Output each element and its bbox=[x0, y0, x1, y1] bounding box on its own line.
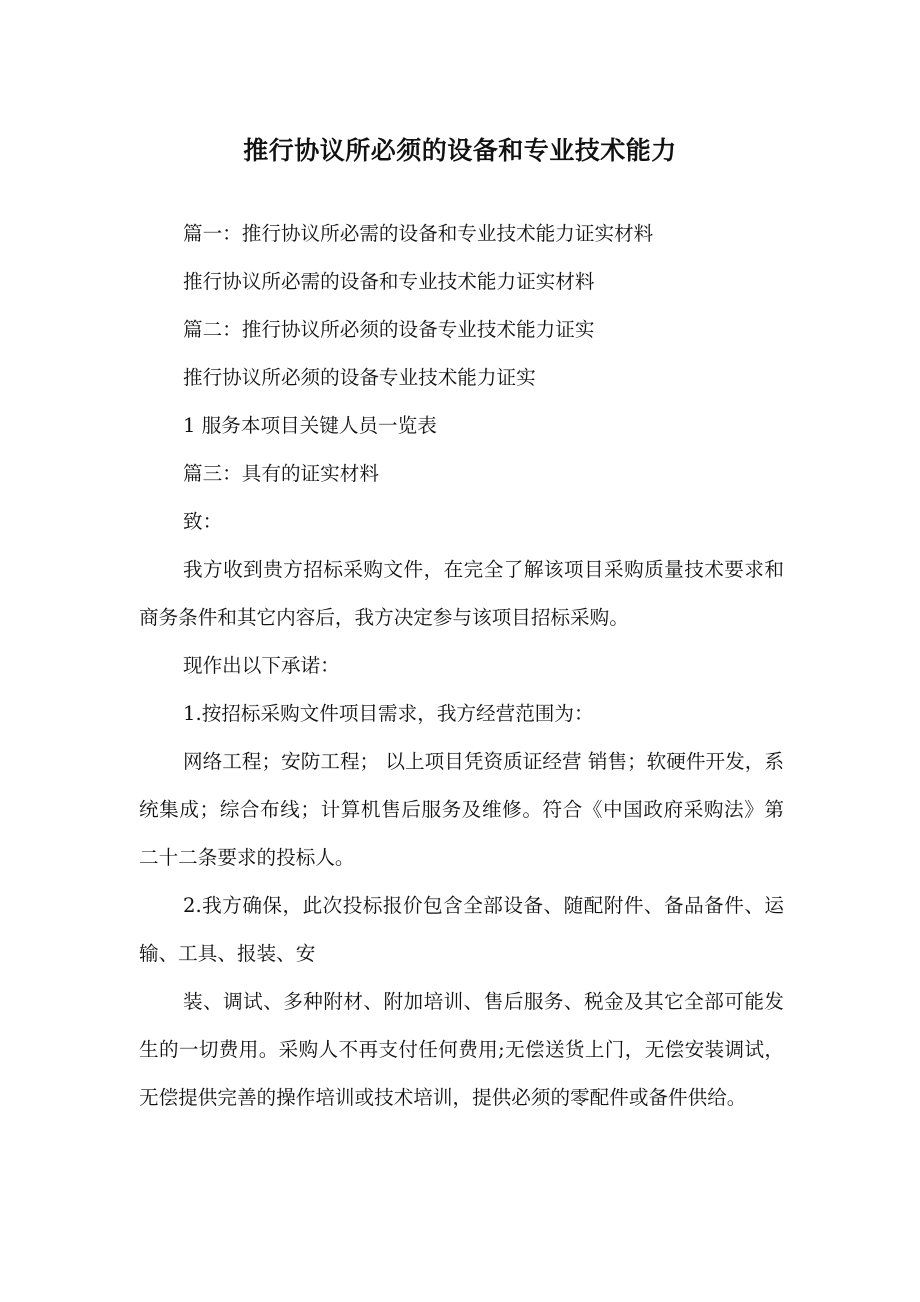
paragraph-intro: 我方收到贵方招标采购文件，在完全了解该项目采购质量技术要求和商务条件和其它内容后，我方决定参与该项目招标采购。 bbox=[139, 558, 784, 629]
paragraph-part2-subtitle: 推行协议所必须的设备专业技术能力证实 bbox=[183, 366, 536, 389]
paragraph-part1-subtitle: 推行协议所必需的设备和专业技术能力证实材料 bbox=[183, 270, 595, 293]
document-title: 推行协议所必须的设备和专业技术能力 bbox=[243, 135, 677, 165]
document-body bbox=[139, 210, 784, 1122]
paragraph-item-2-continued: 装、调试、多种附材、附加培训、售后服务、税金及其它全部可能发生的一切费用。采购人不再支付任何费用;无偿送货上门，无偿安装调试，无偿提供完善的操作培训或技术培训，提供必须的零配件或备件供给。 bbox=[139, 990, 784, 1109]
paragraph-salutation: 致： bbox=[183, 510, 223, 533]
paragraph-part3-heading: 篇三：具有的证实材料 bbox=[183, 462, 379, 485]
paragraph-staff-list: 1 服务本项目关键人员一览表 bbox=[183, 414, 437, 437]
paragraph-item-1: 1.按招标采购文件项目需求，我方经营范围为： bbox=[183, 702, 594, 725]
paragraph-part2-heading: 篇二：推行协议所必须的设备专业技术能力证实 bbox=[183, 318, 595, 341]
paragraph-commitment-lead: 现作出以下承诺： bbox=[183, 654, 340, 677]
paragraph-business-scope: 网络工程；安防工程； 以上项目凭资质证经营 销售；软硬件开发，系统集成；综合布线；计算机售后服务及维修。符合《中国政府采购法》第二十二条要求的投标人。 bbox=[139, 750, 784, 869]
paragraph-part1-heading: 篇一：推行协议所必需的设备和专业技术能力证实材料 bbox=[183, 222, 654, 245]
paragraph-item-2: 2.我方确保，此次投标报价包含全部设备、随配附件、备品备件、运输、工具、报装、安 bbox=[139, 894, 784, 965]
